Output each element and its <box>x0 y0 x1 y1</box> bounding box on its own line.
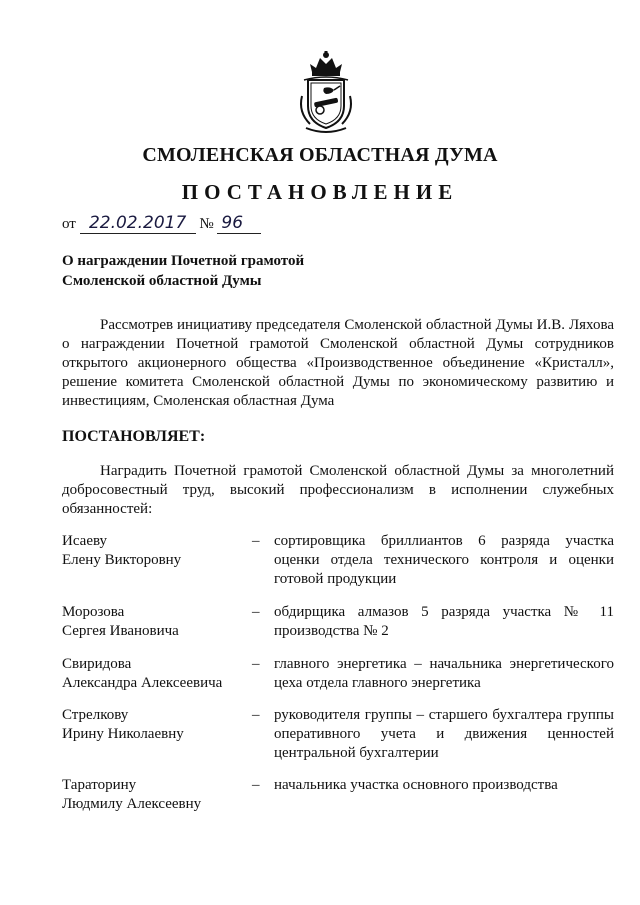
awardee-position: начальника участка основного производства <box>274 777 558 793</box>
dash-separator: – <box>252 604 260 620</box>
awardee-given-name: Ирину Николаевну <box>62 726 184 742</box>
awardee-given-name: Александра Алексеевича <box>62 675 223 691</box>
awardee-position: обдирщика алмазов 5 разряда участка № 11 производства № 2 <box>274 604 614 639</box>
awardee-name <box>62 603 242 641</box>
awardee-surname: Тараторину <box>62 777 137 793</box>
awardee-given-name: Людмилу Алексеевну <box>62 796 202 812</box>
coat-of-arms-emblem <box>294 50 358 134</box>
awardee-surname: Стрелкову <box>62 707 129 723</box>
dash-separator: – <box>252 777 260 793</box>
organization-title: СМОЛЕНСКАЯ ОБЛАСТНАЯ ДУМА <box>142 144 498 166</box>
awardee-position: сортировщика бриллиантов 6 разряда участка оценки отдела технического контроля и оценки готовой продукции <box>274 533 614 587</box>
subject-line: О награждении Почетной грамотой <box>62 253 305 269</box>
awardee-given-name: Елену Викторовну <box>62 552 182 568</box>
awardee-position: главного энергетика – начальника энергетического цеха отдела главного энергетика <box>274 656 614 691</box>
number-prefix: № <box>199 216 214 232</box>
awardee-surname: Исаеву <box>62 533 108 549</box>
dash-separator: – <box>252 656 260 672</box>
handwritten-date: 22.02.2017 <box>80 213 196 234</box>
date-number-line <box>62 213 261 234</box>
preamble-paragraph: Рассмотрев инициативу председателя Смоленской областной Думы И.В. Ляхова о награждении Почетной грамотой Смоленской областной Думы сотрудников открытого акционерного общества «Производственное объединение «Кристалл», решение комитета Смоленской областной Думы по экономическому развитию и инвестициям, Смоленская областная Дума <box>62 317 614 409</box>
resolves-heading: ПОСТАНОВЛЯЕТ: <box>62 428 206 445</box>
document-subject <box>62 251 304 291</box>
date-prefix: от <box>62 216 76 232</box>
awardee-given-name: Сергея Ивановича <box>62 623 179 639</box>
awardee-surname: Морозова <box>62 604 125 620</box>
dash-separator: – <box>252 707 260 723</box>
document-type-heading: ПОСТАНОВЛЕНИЕ <box>181 180 459 204</box>
awardee-name <box>62 655 242 693</box>
awardee-name <box>62 776 242 814</box>
subject-line: Смоленской областной Думы <box>62 273 262 289</box>
dash-separator: – <box>252 533 260 549</box>
awardee-surname: Свиридова <box>62 656 132 672</box>
awardee-name <box>62 532 242 570</box>
resolution-paragraph: Наградить Почетной грамотой Смоленской областной Думы за многолетний добросовестный труд, высокий профессионализм в исполнении служебных обязанностей: <box>62 463 614 517</box>
awardee-position: руководителя группы – старшего бухгалтера группы оперативного учета и движения ценностей центральной бухгалтерии <box>274 707 614 761</box>
awardee-name <box>62 706 242 744</box>
handwritten-number: 96 <box>217 213 261 234</box>
